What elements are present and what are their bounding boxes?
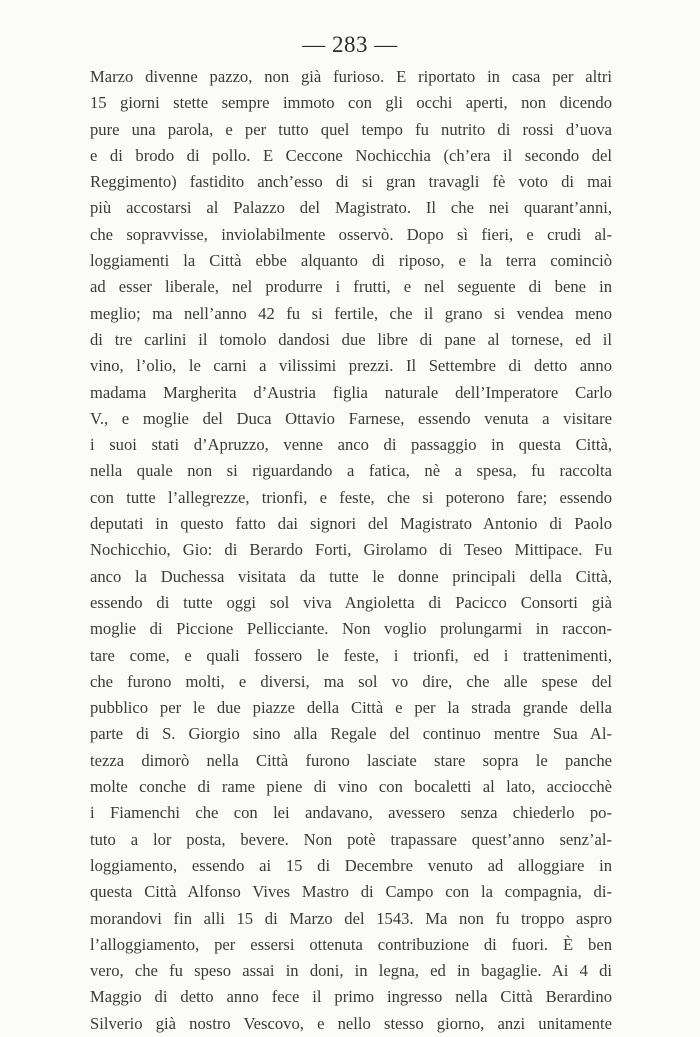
- text-line: tare come, e quali fossero le feste, i trionfi, ed i trattenimenti,: [90, 645, 612, 665]
- text-line: meglio; ma nell’anno 42 fu si fertile, che il grano si vendea meno: [90, 303, 612, 323]
- text-line: essendo di tutte oggi sol viva Angioletta di Pacicco Consorti già: [90, 592, 612, 612]
- text-line: tezza dimorò nella Città furono lasciate stare sopra le panche: [90, 750, 612, 770]
- text-line: molte conche di rame piene di vino con bocaletti al lato, acciocchè: [90, 777, 612, 797]
- text-line: l’alloggiamento, per essersi ottenuta contribuzione di fuori. È ben: [90, 934, 612, 954]
- text-line: nella quale non si riguardando a fatica, nè a spesa, fu raccolta: [90, 461, 612, 481]
- text-line: di tre carlini il tomolo dandosi due libre di pane al tornese, ed il: [90, 329, 612, 349]
- text-line: parte di S. Giorgio sino alla Regale del continuo mentre Sua Al-: [90, 724, 612, 744]
- text-line: Nochicchio, Gio: di Berardo Forti, Girolamo di Teseo Mittipace. Fu: [90, 540, 612, 560]
- text-line: anco la Duchessa visitata da tutte le donne principali della Città,: [90, 566, 612, 586]
- text-line: morandovi fin alli 15 di Marzo del 1543. Ma non fu troppo aspro: [90, 908, 612, 928]
- text-line: Silverio già nostro Vescovo, e nello stesso giorno, anzi unitamente: [90, 1013, 612, 1033]
- text-line: i suoi stati d’Apruzzo, venne anco di passaggio in questa Città,: [90, 435, 612, 455]
- text-line: questa Città Alfonso Vives Mastro di Campo con la compagnia, di-: [90, 882, 612, 902]
- text-line: pure una parola, e per tutto quel tempo fu nutrito di rossi d’uova: [90, 119, 612, 139]
- text-line: che sopravvisse, inviolabilmente osservò. Dopo sì fieri, e crudi al-: [90, 224, 612, 244]
- text-line: moglie di Piccione Pellicciante. Non voglio prolungarmi in raccon-: [90, 619, 612, 639]
- text-line: loggiamenti la Città ebbe alquanto di riposo, e la terra cominciò: [90, 251, 612, 271]
- text-line: tuto a lor posta, bevere. Non potè trapassare quest’anno senz’al-: [90, 829, 612, 849]
- text-line: madama Margherita d’Austria figlia naturale dell’Imperatore Carlo: [90, 382, 612, 402]
- text-line: che furono molti, e diversi, ma sol vo dire, che alle spese del: [90, 671, 612, 691]
- text-line: con tutte l’allegrezze, trionfi, e feste, che si poterono fare; essendo: [90, 487, 612, 507]
- body-text: [90, 64, 612, 1037]
- text-line: V., e moglie del Duca Ottavio Farnese, essendo venuta a visitare: [90, 408, 612, 428]
- text-line: Reggimento) fastidito anch’esso di si gran travagli fè voto di mai: [90, 172, 612, 192]
- page-number: — 283 —: [302, 32, 398, 57]
- text-line: loggiamento, essendo ai 15 di Decembre venuto ad alloggiare in: [90, 855, 612, 875]
- text-line: i Fiamenchi che con lei andavano, avessero senza chiederlo po-: [90, 803, 612, 823]
- text-line: e di brodo di pollo. E Ceccone Nochicchia (ch’era il secondo del: [90, 145, 612, 165]
- text-line: Marzo divenne pazzo, non già furioso. E riportato in casa per altri: [90, 67, 612, 86]
- text-line: 15 giorni stette sempre immoto con gli occhi aperti, non dicendo: [90, 93, 612, 113]
- text-line: vino, l’olio, le carni a vilissimi prezzi. Il Settembre di detto anno: [90, 356, 612, 376]
- text-line: Maggio di detto anno fece il primo ingresso nella Città Berardino: [90, 987, 612, 1007]
- text-line: deputati in questo fatto dai signori del Magistrato Antonio di Paolo: [90, 514, 612, 534]
- text-line: più accostarsi al Palazzo del Magistrato. Il che nei quarant’anni,: [90, 198, 612, 218]
- text-line: vero, che fu speso assai in doni, in legna, ed in bagaglie. Ai 4 di: [90, 961, 612, 981]
- text-line: pubblico per le due piazze della Città e per la strada grande della: [90, 698, 612, 718]
- text-line: ad esser liberale, nel produrre i frutti, e nel seguente di bene in: [90, 277, 612, 297]
